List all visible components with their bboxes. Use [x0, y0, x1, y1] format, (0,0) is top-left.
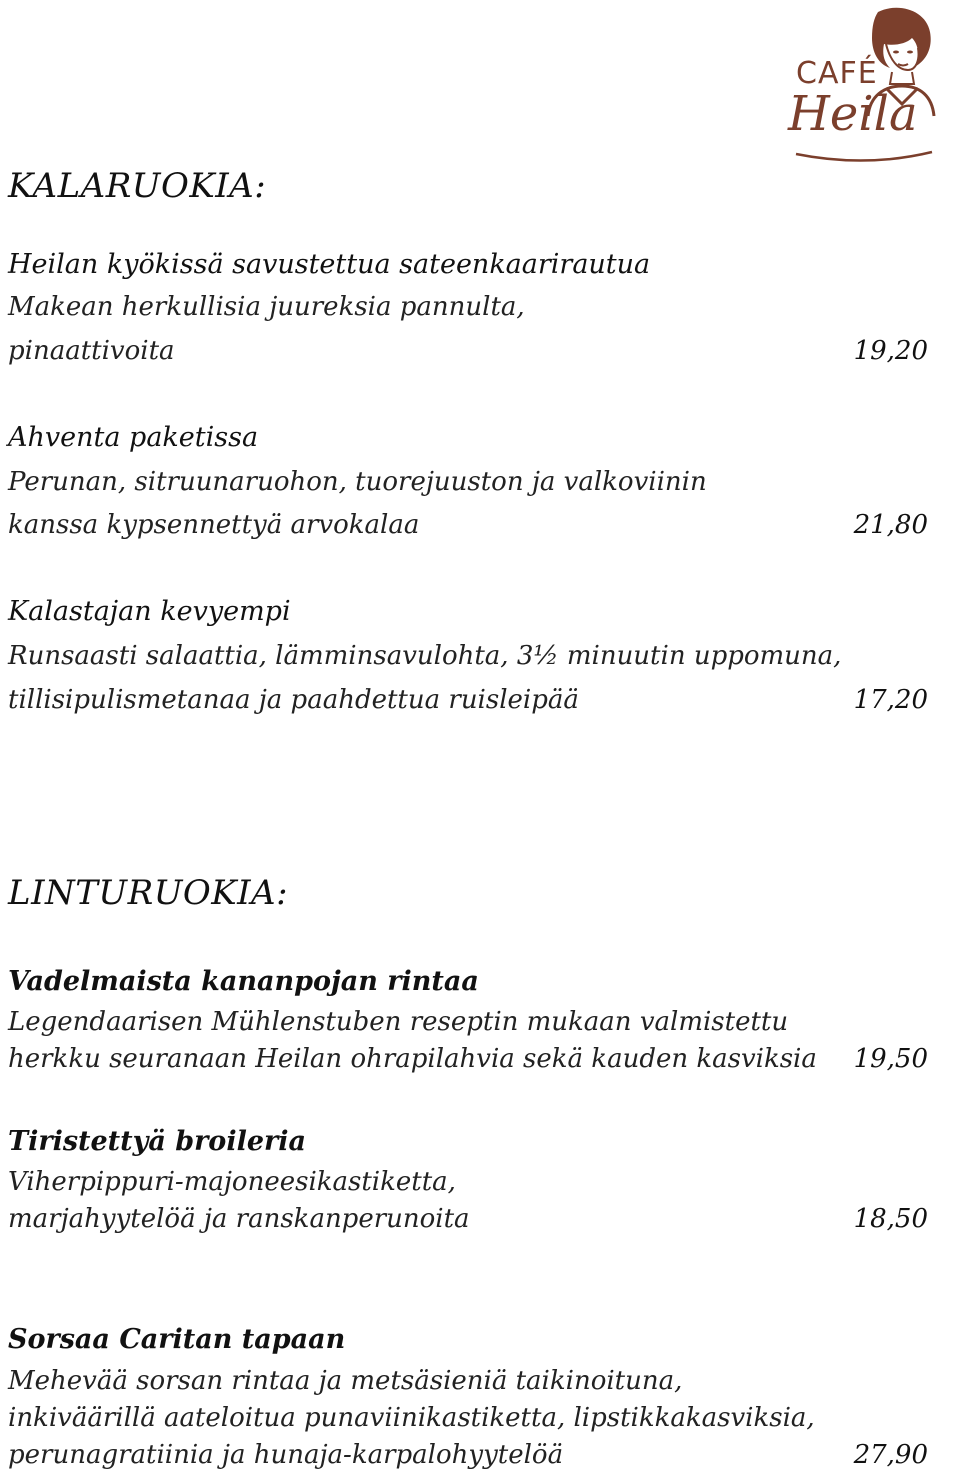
dish-description: pinaattivoita: [8, 336, 175, 366]
dish-price: 17,20: [853, 685, 928, 715]
dish-description: Perunan, sitruunaruohon, tuorejuuston ja valkoviinin: [8, 467, 707, 497]
dish-price: 21,80: [853, 510, 928, 540]
dish-name: Ahventa paketissa: [8, 422, 259, 453]
dish-price: 27,90: [853, 1440, 928, 1470]
section-title-fish: KALARUOKIA:: [8, 166, 267, 206]
cafe-heila-logo: [786, 4, 936, 162]
dish-price: 18,50: [853, 1204, 928, 1234]
dish-name: Sorsaa Caritan tapaan: [8, 1324, 346, 1355]
dish-description: tillisipulismetanaa ja paahdettua ruisleipää: [8, 685, 579, 715]
section-title-poultry: LINTURUOKIA:: [8, 873, 289, 913]
dish-description: Viherpippuri-majoneesikastiketta,: [8, 1167, 456, 1197]
logo-heila-text: Heila: [788, 86, 918, 142]
dish-description: marjahyytelöä ja ranskanperunoita: [8, 1204, 470, 1234]
dish-price: 19,20: [853, 336, 928, 366]
dish-name: Heilan kyökissä savustettua sateenkaarirautua: [8, 249, 651, 280]
dish-description: inkiväärillä aateloitua punaviinikastiketta, lipstikkakasviksia,: [8, 1403, 815, 1433]
dish-description: Mehevää sorsan rintaa ja metsäsieniä taikinoituna,: [8, 1366, 683, 1396]
dish-description: herkku seuranaan Heilan ohrapilahvia sekä kauden kasviksia: [8, 1044, 817, 1074]
dish-description: Makean herkullisia juureksia pannulta,: [8, 292, 525, 322]
logo-cafe-text: CAFÉ: [796, 56, 878, 91]
dish-description: kanssa kypsennettyä arvokalaa: [8, 510, 420, 540]
dish-name: Kalastajan kevyempi: [8, 596, 291, 627]
dish-description: Legendaarisen Mühlenstuben reseptin mukaan valmistettu: [8, 1007, 789, 1037]
dish-description: Runsaasti salaattia, lämminsavulohta, 3½ minuutin uppomuna,: [8, 641, 842, 671]
dish-price: 19,50: [853, 1044, 928, 1074]
dish-description: perunagratiinia ja hunaja-karpalohyytelöä: [8, 1440, 564, 1470]
dish-name: Vadelmaista kananpojan rintaa: [8, 966, 479, 997]
dish-name: Tiristettyä broileria: [8, 1126, 306, 1157]
